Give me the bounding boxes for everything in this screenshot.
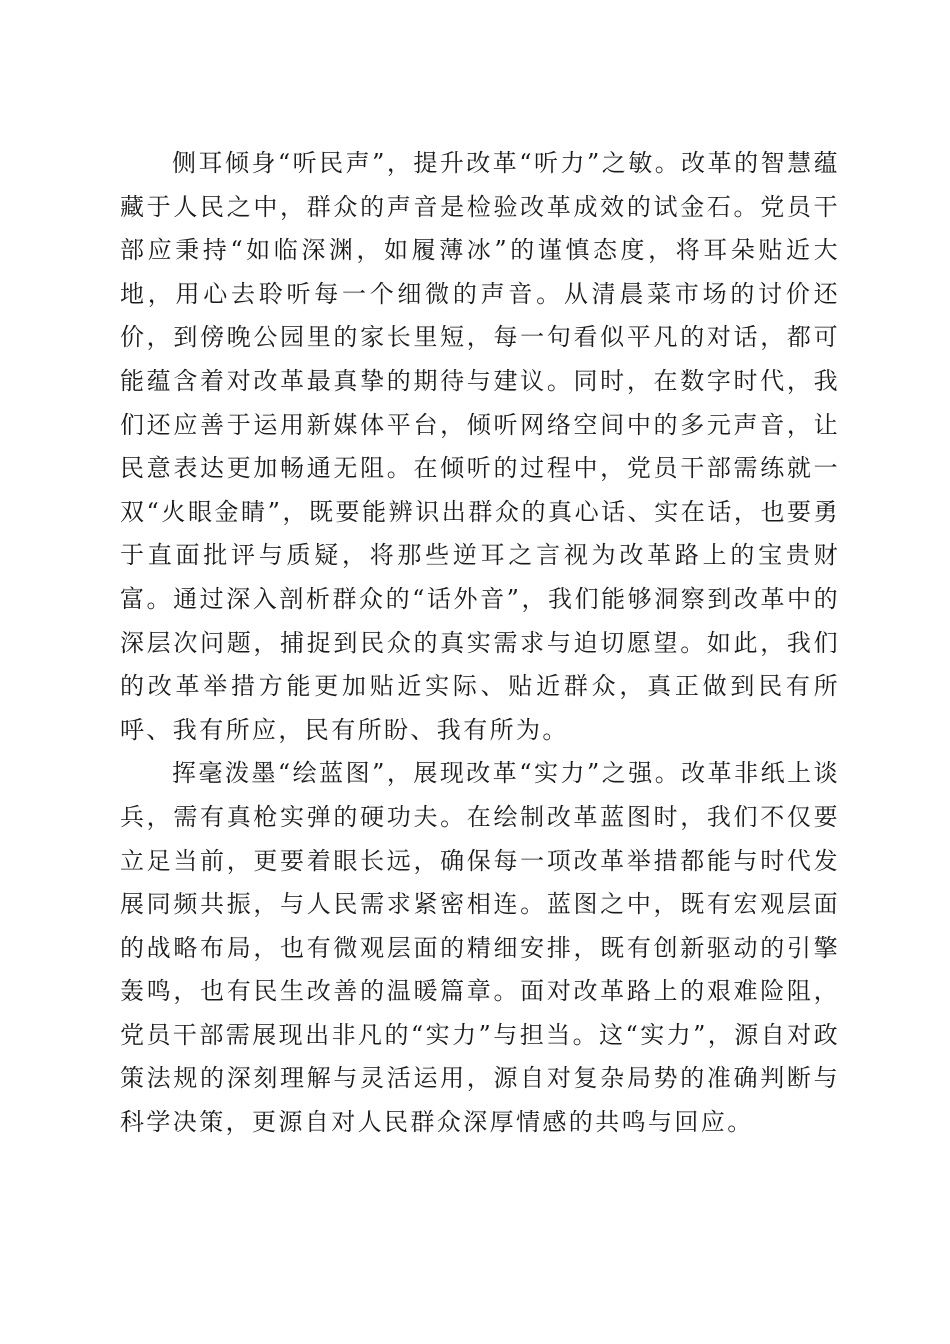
body-text bbox=[120, 142, 840, 1145]
paragraph-listen-to-people: 侧耳倾身“听民声”，提升改革“听力”之敏。改革的智慧蕴藏于人民之中，群众的声音是检验改革成效的试金石。党员干部应秉持“如临深渊，如履薄冰”的谨慎态度，将耳朵贴近大地，用心去聆听每一个细微的声音。从清晨菜市场的讨价还价，到傍晚公园里的家长里短，每一句看似平凡的对话，都可能蕴含着对改革最真挚的期待与建议。同时，在数字时代，我们还应善于运用新媒体平台，倾听网络空间中的多元声音，让民意表达更加畅通无阻。在倾听的过程中，党员干部需练就一双“火眼金睛”，既要能辨识出群众的真心话、实在话，也要勇于直面批评与质疑，将那些逆耳之言视为改革路上的宝贵财富。通过深入剖析群众的“话外音”，我们能够洞察到改革中的深层次问题，捕捉到民众的真实需求与迫切愿望。如此，我们的改革举措方能更加贴近实际、贴近群众，真正做到民有所呼、我有所应，民有所盼、我有所为。 bbox=[120, 149, 840, 744]
paragraph-draw-blueprint: 挥毫泼墨“绘蓝图”，展现改革“实力”之强。改革非纸上谈兵，需有真枪实弹的硬功夫。在绘制改革蓝图时，我们不仅要立足当前，更要着眼长远，确保每一项改革举措都能与时代发展同频共振，与人民需求紧密相连。蓝图之中，既有宏观层面的战略布局，也有微观层面的精细安排，既有创新驱动的引擎轰鸣，也有民生改善的温暖篇章。面对改革路上的艰难险阻，党员干部需展现出非凡的“实力”与担当。这“实力”，源自对政策法规的深刻理解与灵活运用，源自对复杂局势的准确判断与科学决策，更源自对人民群众深厚情感的共鸣与回应。 bbox=[120, 759, 840, 1137]
